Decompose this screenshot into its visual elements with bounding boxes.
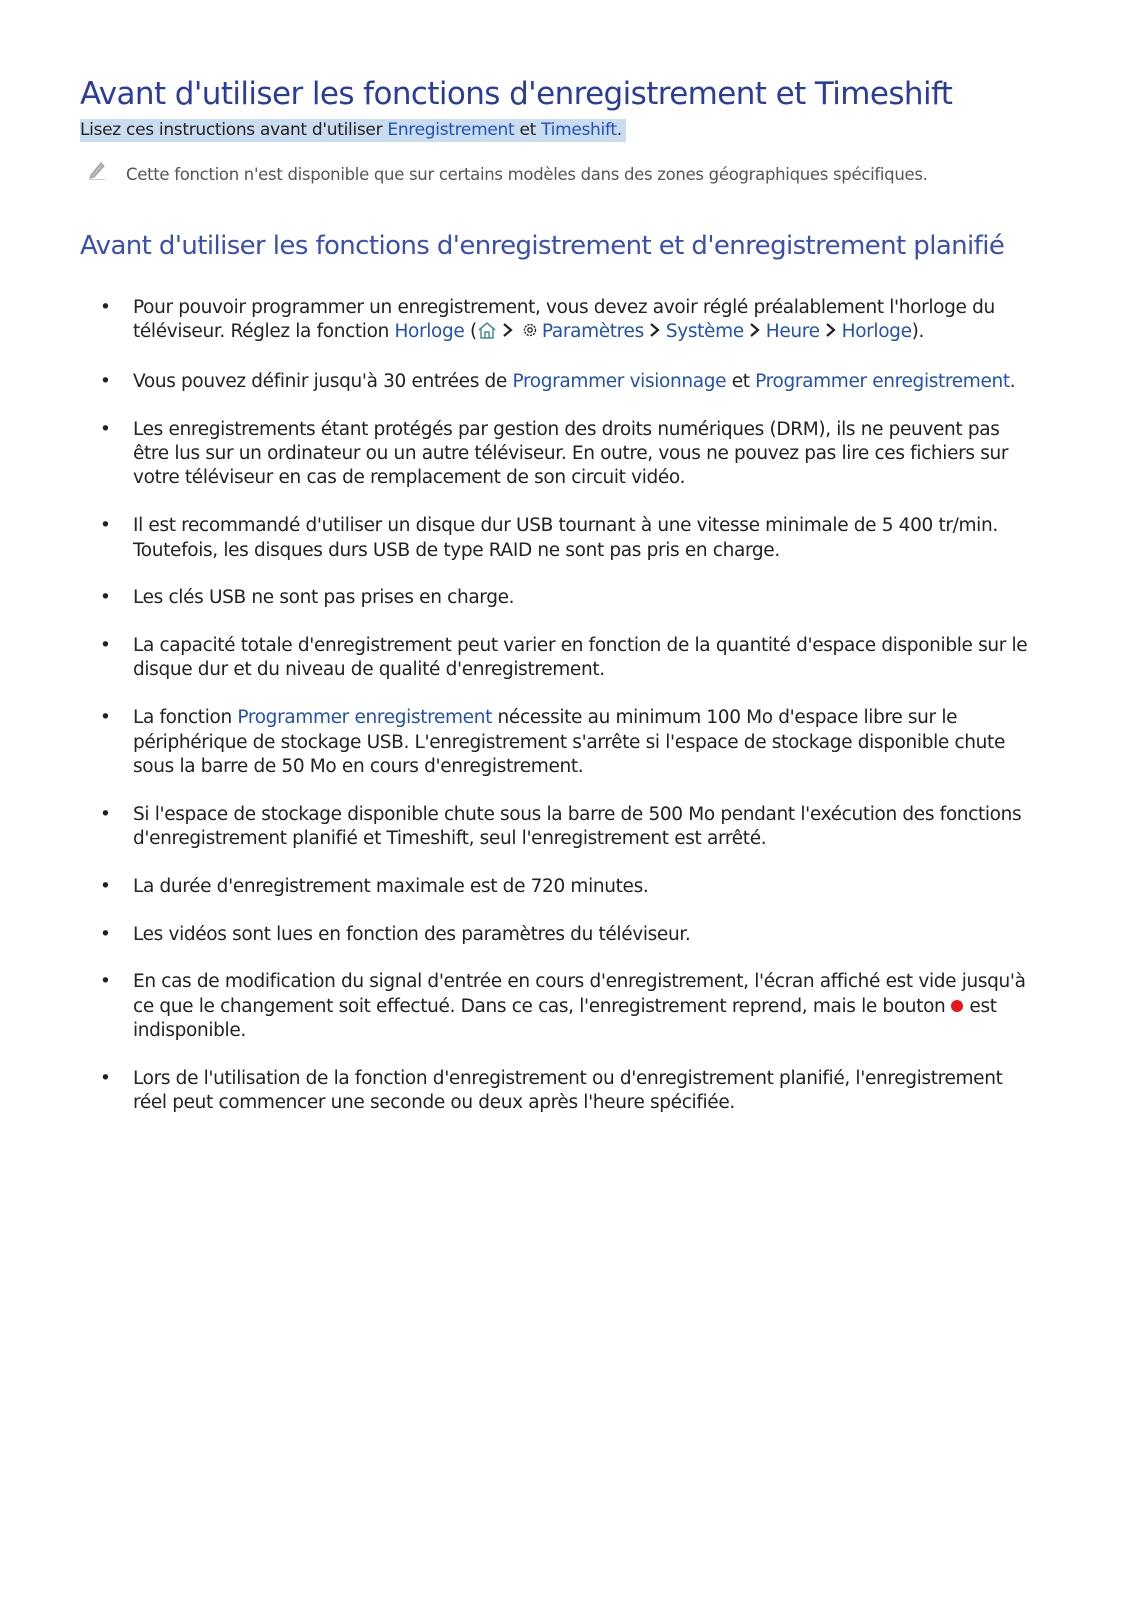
home-icon (477, 321, 497, 346)
bullet-icon: • (100, 707, 111, 729)
chevron-right-icon (820, 321, 842, 346)
list-item (100, 418, 1030, 491)
text-segment: et (514, 120, 542, 140)
menu-link[interactable]: Programmer enregistrement (237, 707, 492, 729)
list-item (100, 514, 1030, 563)
menu-link[interactable]: Horloge (394, 321, 465, 343)
bullet-icon: • (100, 1067, 111, 1089)
text-segment: et (726, 371, 756, 393)
list-item (100, 875, 1030, 899)
bullet-icon: • (100, 803, 111, 825)
menu-link[interactable]: Paramètres (541, 321, 644, 343)
gear-icon (519, 321, 542, 346)
menu-link[interactable]: Timeshift (541, 120, 617, 140)
text-segment: . (1009, 371, 1016, 393)
bullet-icon: • (100, 515, 111, 537)
menu-link[interactable]: Enregistrement (387, 120, 515, 140)
text-segment: La durée d'enregistrement maximale est de 720 minutes. (133, 875, 649, 897)
pencil-note-icon (88, 160, 108, 184)
text-segment: Lisez ces instructions avant d'utiliser (80, 120, 388, 140)
list-item (100, 370, 1030, 394)
section-title: Avant d'utiliser les fonctions d'enregistrement et d'enregistrement planifié (80, 231, 1005, 261)
bullet-icon: • (100, 923, 111, 945)
text-segment: Les vidéos sont lues en fonction des paramètres du téléviseur. (133, 923, 691, 945)
menu-link[interactable]: Programmer visionnage (512, 371, 727, 393)
bullet-icon: • (100, 875, 111, 897)
menu-link[interactable]: Programmer enregistrement (755, 371, 1010, 393)
text-segment: La fonction (133, 707, 238, 729)
list-item (100, 923, 1030, 947)
bullet-icon: • (100, 635, 111, 657)
text-segment: est indisponible. (133, 995, 997, 1041)
list-item (100, 634, 1030, 683)
list-item (100, 706, 1030, 779)
note-text: Cette fonction n'est disponible que sur certains modèles dans des zones géographiques spécifiques. (126, 165, 928, 184)
text-segment: Vous pouvez définir jusqu'à 30 entrées de (133, 371, 513, 393)
bullet-list (100, 296, 1030, 1139)
text-segment: Il est recommandé d'utiliser un disque dur USB tournant à une vitesse minimale de 5 400 tr/min. Toutefois, les disques durs USB de type RAID ne sont pas pris en charge. (133, 515, 998, 561)
page-title: Avant d'utiliser les fonctions d'enregistrement et Timeshift (80, 76, 953, 112)
bullet-icon: • (100, 418, 111, 440)
list-item (100, 970, 1030, 1043)
bullet-icon: • (100, 587, 111, 609)
text-segment: En cas de modification du signal d'entrée en cours d'enregistrement, l'écran affiché est vide jusqu'à ce que le changement soit effectué. Dans ce cas, l'enregistrement reprend, mais le bouton (133, 971, 1026, 1017)
record-dot-icon (951, 1000, 963, 1012)
menu-link[interactable]: Système (665, 321, 744, 343)
text-segment: Les clés USB ne sont pas prises en charge. (133, 587, 515, 609)
note (88, 160, 928, 184)
bullet-icon: • (100, 971, 111, 993)
text-segment: . (616, 120, 622, 140)
text-segment: ). (911, 321, 925, 343)
bullet-icon: • (100, 371, 111, 393)
menu-link[interactable]: Heure (765, 321, 820, 343)
chevron-right-icon (497, 321, 519, 346)
list-item (100, 296, 1030, 347)
text-segment: Les enregistrements étant protégés par gestion des droits numériques (DRM), ils ne peuvent pas être lus sur un ordinateur ou un autre téléviseur. En outre, vous ne pouvez pas lire ces fichiers sur votre téléviseur en cas de remplacement de son circuit vidéo. (133, 418, 1009, 489)
intro-text (80, 119, 626, 142)
bullet-icon: • (100, 297, 111, 318)
text-segment: ( (464, 321, 477, 343)
chevron-right-icon (744, 321, 766, 346)
chevron-right-icon (644, 321, 666, 346)
text-segment: nécessite au minimum 100 Mo d'espace libre sur le périphérique de stockage USB. L'enregistrement s'arrête si l'espace de stockage disponible chute sous la barre de 50 Mo en cours d'enregistrement. (133, 707, 1005, 777)
list-item (100, 1067, 1030, 1116)
text-segment: Pour pouvoir programmer un enregistrement, vous devez avoir réglé préalablement l'horloge du téléviseur. Réglez la fonction (133, 297, 995, 343)
text-segment: Si l'espace de stockage disponible chute sous la barre de 500 Mo pendant l'exécution des fonctions d'enregistrement planifié et Timeshift, seul l'enregistrement est arrêté. (133, 803, 1022, 849)
list-item (100, 586, 1030, 610)
menu-link[interactable]: Horloge (841, 321, 912, 343)
text-segment: La capacité totale d'enregistrement peut varier en fonction de la quantité d'espace disponible sur le disque dur et du niveau de qualité d'enregistrement. (133, 635, 1028, 681)
list-item (100, 803, 1030, 852)
text-segment: Lors de l'utilisation de la fonction d'enregistrement ou d'enregistrement planifié, l'enregistrement réel peut commencer une seconde ou deux après l'heure spécifiée. (133, 1067, 1003, 1114)
